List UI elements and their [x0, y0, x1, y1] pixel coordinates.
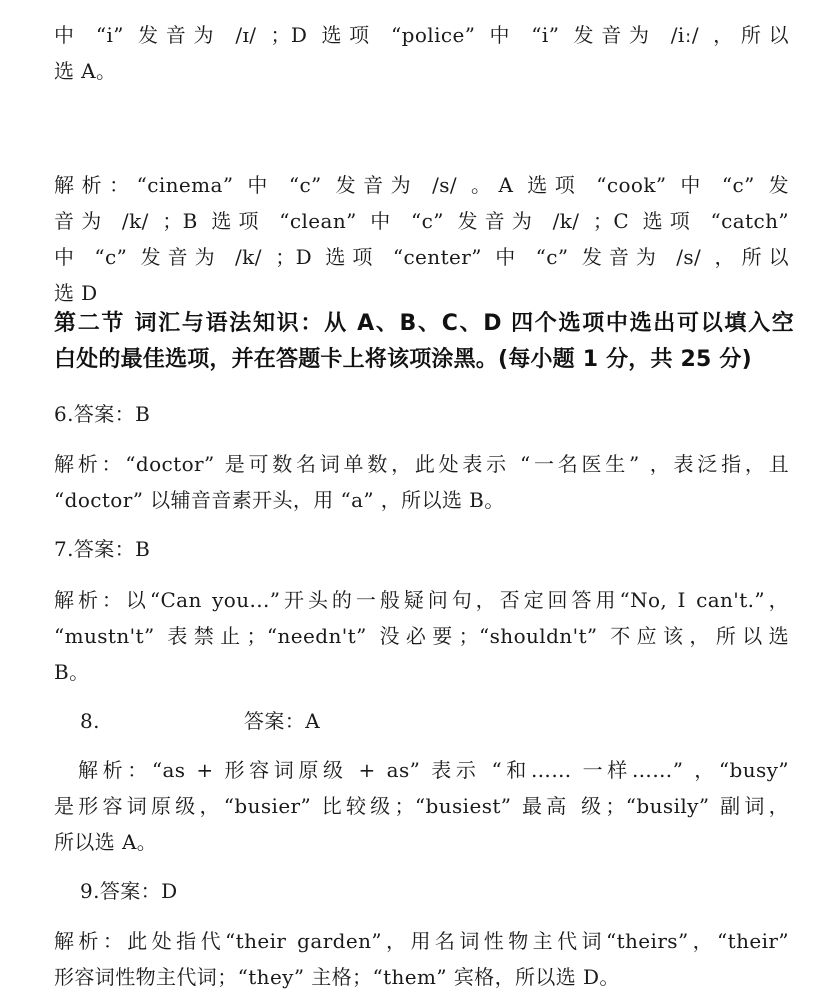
text-line: 中 “i” 发音为 /ɪ/ ；D 选项 “police” 中 “i” 发音为 /iː/ ，所以	[54, 23, 789, 47]
heading-line: 白处的最佳选项，并在答题卡上将该项涂黑。(每小题 1 分，共 25 分)	[54, 347, 752, 372]
text-line: 选 D	[54, 281, 98, 305]
text-line: 解析：以“Can you...”开头的一般疑问句，否定回答用“No, I can't.”，	[54, 588, 789, 612]
q6-explanation	[54, 446, 789, 518]
text-line: 选 A。	[54, 59, 117, 83]
text-line: B。	[54, 660, 90, 684]
heading-line: 第二节 词汇与语法知识：从 A、B、C、D 四个选项中选出可以填入空	[54, 311, 794, 336]
q8-answer: 答案：A	[244, 709, 321, 733]
c-pronunciation-explanation	[54, 167, 789, 311]
text-line: “doctor” 以辅音音素开头，用 “a” ，所以选 B。	[54, 488, 505, 512]
text-line: “mustn't” 表禁止；“needn't” 没必要；“shouldn't” 不应该，所以选	[54, 624, 789, 648]
section-heading	[54, 306, 794, 378]
text-line: 音为 /k/ ；B 选项 “clean” 中 “c” 发音为 /k/ ；C 选项 “catch”	[54, 209, 789, 233]
q9-explanation	[54, 923, 789, 995]
q7-answer: 7.答案：B	[54, 537, 151, 561]
text-line: 形容词性物主代词；“they” 主格；“them” 宾格，所以选 D。	[54, 965, 620, 989]
q5-explanation-tail	[54, 17, 789, 89]
q6-answer: 6.答案：B	[54, 402, 151, 426]
text-line: 是形容词原级，“busier” 比较级；“busiest” 最高 级；“busily” 副词，	[54, 794, 789, 818]
text-line: 解析：“cinema” 中 “c” 发音为 /s/ 。A 选项 “cook” 中 “c” 发	[54, 173, 789, 197]
text-line: 解析：“doctor” 是可数名词单数，此处表示 “一名医生” ，表泛指，且	[54, 452, 789, 476]
q9-answer: 9.答案：D	[80, 879, 178, 903]
q8-number: 8.	[80, 709, 100, 733]
q8-explanation	[54, 752, 789, 860]
text-line: 中 “c” 发音为 /k/ ；D 选项 “center” 中 “c” 发音为 /s/ ，所以	[54, 245, 789, 269]
text-line: 所以选 A。	[54, 830, 158, 854]
text-line: 解析：“as + 形容词原级 + as” 表示 “和…… 一样……” ，“busy”	[78, 758, 789, 782]
text-line: 解析：此处指代“their garden”，用名词性物主代词“theirs”，“their”	[54, 929, 789, 953]
q7-explanation	[54, 582, 789, 690]
